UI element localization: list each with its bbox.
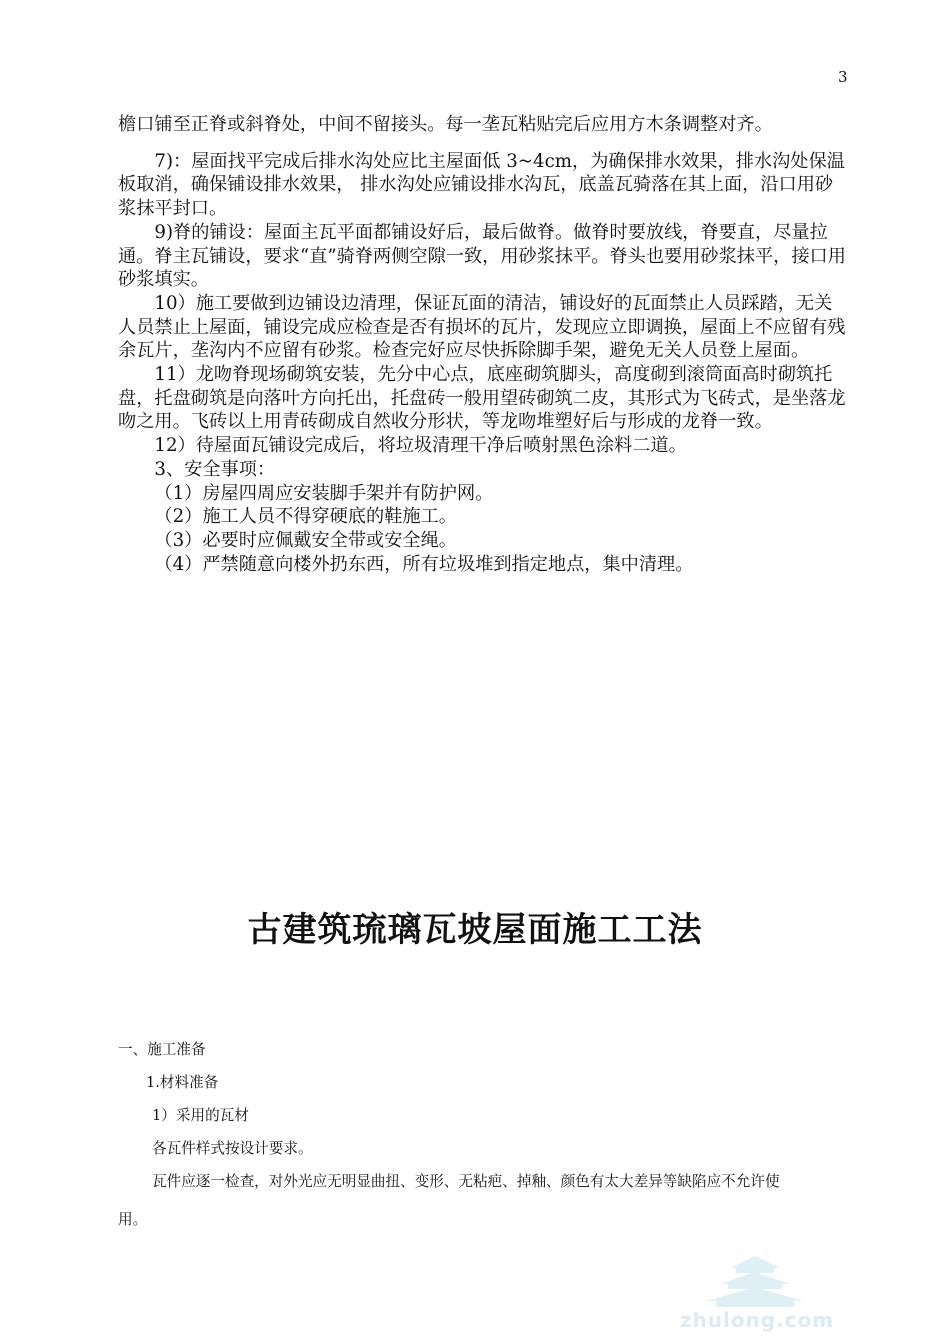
pagoda-icon — [700, 1254, 810, 1309]
tile-inspection-line-end: 用。 — [118, 1211, 148, 1228]
subheading-materials: 1.材料准备 — [146, 1074, 219, 1091]
watermark-text: zhulong.com — [679, 1308, 835, 1332]
paragraph-item-9: 9)脊的铺设：屋面主瓦平面都铺设好后，最后做脊。做脊时要放线，脊要直，尽量拉通。脊主瓦铺设，要求“直”骑脊两侧空隙一致，用砂浆抹平。脊头也要用砂浆抹平，接口用砂浆填实。 — [118, 221, 846, 291]
safety-item-4: （4）严禁随意向楼外扔东西，所有垃圾堆到指定地点，集中清理。 — [154, 553, 694, 575]
safety-heading: 3、安全事项： — [154, 458, 276, 480]
watermark-logo — [672, 1254, 842, 1334]
paragraph-item-10: 10）施工要做到边铺设边清理，保证瓦面的清洁，铺设好的瓦面禁止人员踩踏，无关人员禁止上屋面，铺设完成应检查是否有损坏的瓦片，发现应立即调换，屋面上不应留有残余瓦片，垄沟内不应留有砂浆。检查完好应尽快拆除脚手架，避免无关人员登上屋面。 — [118, 292, 846, 362]
subheading-tiles: 1）采用的瓦材 — [152, 1107, 249, 1124]
page-number: 3 — [838, 68, 848, 86]
paragraph-eaves: 檐口铺至正脊或斜脊处，中间不留接头。每一垄瓦粘贴完后应用方木条调整对齐。 — [118, 114, 773, 135]
safety-item-1: （1）房屋四周应安装脚手架并有防护网。 — [154, 482, 494, 504]
body-text-top — [118, 113, 850, 576]
section-heading: 一、施工准备 — [118, 1041, 206, 1058]
paragraph-item-11: 11）龙吻脊现场砌筑安装，先分中心点，底座砌筑脚头，高度砌到滚筒面高时砌筑托盘，托盘砌筑是向落叶方向托出，托盘砖一般用望砖砌筑二皮，其形式为飞砖式，是坐落龙吻之用。飞砖以上用青砖砌成自然收分形状，等龙吻堆塑好后与形成的龙脊一致。 — [118, 364, 846, 433]
tile-inspection-line: 瓦件应逐一检查，对外光应无明显曲扭、变形、无粘疤、掉釉、颜色有太大差异等缺陷应不允许使 — [152, 1173, 780, 1190]
document-title: 古建筑琉璃瓦坡屋面施工工法 — [247, 910, 703, 950]
paragraph-item-12: 12）待屋面瓦铺设完成后，将垃圾清理干净后喷射黑色涂料二道。 — [154, 435, 687, 457]
safety-item-2: （2）施工人员不得穿硬底的鞋施工。 — [154, 506, 457, 528]
safety-item-3: （3）必要时应佩戴安全带或安全绳。 — [154, 529, 457, 551]
paragraph-item-7: 7)：屋面找平完成后排水沟处应比主屋面低 3~4cm，为确保排水效果，排水沟处保温板取消，确保铺设排水效果， 排水沟处应铺设排水沟瓦，底盖瓦骑落在其上面，沿口用砂浆抹平封口。 — [118, 150, 845, 220]
tile-style-line: 各瓦件样式按设计要求。 — [152, 1140, 313, 1157]
